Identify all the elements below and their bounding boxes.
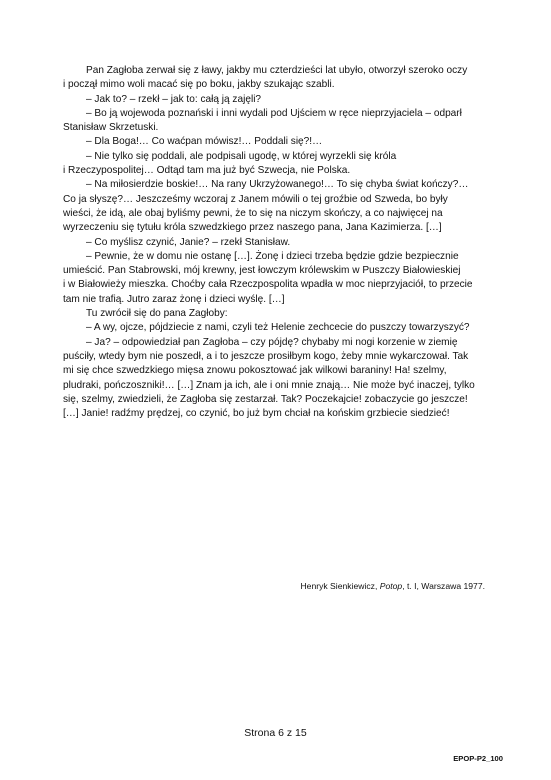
text-line: mi się chce szwedzkiego mięsa znowu pokosztować jak wilkowi baraniny! Ha! szelmy, [63, 365, 447, 377]
page-number: Strona 6 z 15 [244, 727, 307, 739]
citation-work-title: Potop [379, 581, 403, 591]
text-line: i Rzeczypospolitej… Odtąd tam ma już być Szwecja, nie Polska. [63, 165, 351, 177]
text-line: – Co myślisz czynić, Janie? – rzekł Stanisław. [86, 236, 291, 248]
source-citation [63, 581, 485, 592]
excerpt-lines [63, 64, 495, 421]
excerpt-text [63, 64, 495, 421]
text-line: – Bo ją wojewoda poznański i inni wydali pod Ujściem w ręce nieprzyjaciela – odparł [86, 107, 462, 119]
text-line: – Nie tylko się poddali, ale podpisali ugodę, w której wyrzekli się króla [86, 150, 397, 162]
text-line: – Pewnie, że w domu nie ostanę […]. Żonę i dzieci trzeba będzie gdzie bezpiecznie [86, 250, 459, 262]
text-line: i w Białowieży mieszka. Choćby cała Rzeczpospolita wpadła w moc nieprzyjaciół, to przecie [63, 279, 473, 291]
text-line: umieścić. Pan Stabrowski, mój krewny, jest łowczym królewskim w Puszczy Białowieskiej [63, 265, 461, 277]
text-line: – A wy, ojcze, pójdziecie z nami, czyli też Helenie zechcecie do puszczy towarzyszyć? [86, 322, 470, 334]
text-line: puściły, wtedy bym nie poszedł, a i to jeszcze prosiłbym kogo, żeby mnie wykarczował. Tak [63, 350, 469, 362]
text-line: wieści, że idą, ale obaj byliśmy pewni, że to się na niczym skończy, a co najwięcej na [63, 207, 443, 219]
text-line: Co ja słyszę?… Jeszcześmy wczoraj z Janem mówili o tej groźbie od Szweda, bo były [63, 193, 448, 205]
text-line: wyrzeczeniu się tytułu króla szwedzkiego przez naszego pana, Jana Kazimierza. […] [63, 222, 442, 234]
citation-details: , t. I, Warszawa 1977. [402, 581, 485, 591]
text-line: – Jak to? – rzekł – jak to: całą ją zajęli? [86, 93, 262, 105]
text-line: – Ja? – odpowiedział pan Zagłoba – czy pójdę? chybaby mi nogi korzenie w ziemię [86, 336, 458, 348]
text-line: Pan Zagłoba zerwał się z ławy, jakby mu czterdzieści lat ubyło, otworzył szeroko oczy [86, 65, 468, 76]
text-line: […] Janie! radźmy prędzej, co czynić, bo już bym chciał na końskim grzbiecie siedzieć! [63, 408, 450, 420]
text-line: Stanisław Skrzetuski. [63, 122, 159, 134]
exam-code: EPOP-P2_100 [453, 754, 503, 763]
citation-author: Henryk Sienkiewicz, [300, 581, 380, 591]
text-line: – Na miłosierdzie boskie!… Na rany Ukrzyżowanego!… To się chyba świat kończy?… [86, 179, 469, 191]
text-line: tam nie trafią. Jutro zaraz żonę i dzieci wyślę. […] [63, 293, 285, 305]
text-line: – Dla Boga!… Co waćpan mówisz!… Poddali się?!… [86, 136, 323, 148]
text-line: i począł mimo woli macać się po boku, jakby szukając szabli. [63, 79, 335, 91]
text-line: Tu zwrócił się do pana Zagłoby: [86, 308, 228, 320]
text-line: się, szelmy, zwiedzieli, że Zagłoba się zestarzał. Tak? Poczekajcie! zobaczycie go jeszcze! [63, 393, 468, 405]
text-line: pludraki, pończoszniki!… […] Znam ja ich, ale i oni mnie znają… Nie może być inaczej, tylko [63, 379, 475, 391]
